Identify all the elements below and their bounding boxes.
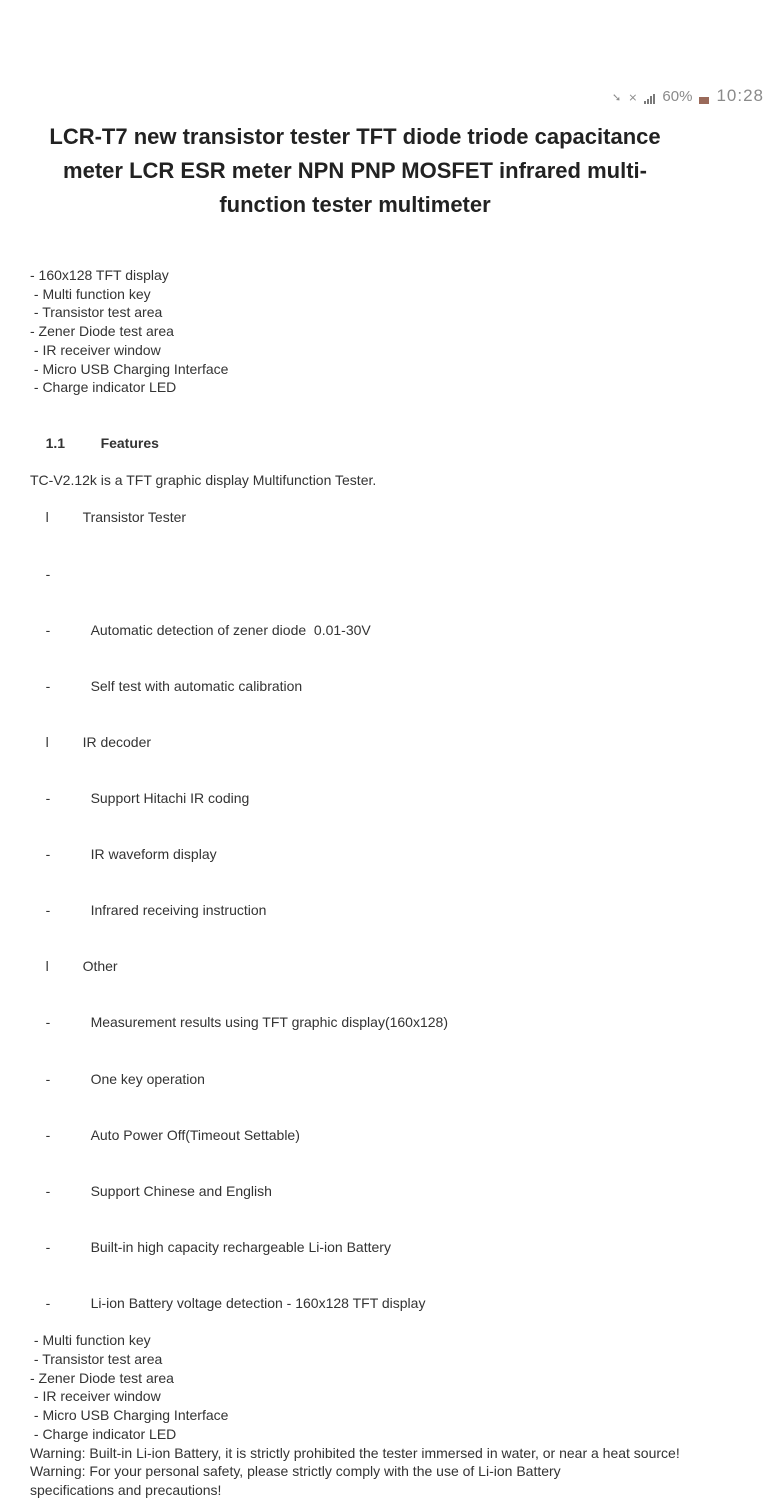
dash-marker: - xyxy=(45,565,51,582)
dash-marker: - xyxy=(45,1294,51,1311)
list-item: - Zener Diode test area xyxy=(30,1369,174,1386)
list-item: - Transistor test area xyxy=(30,1351,163,1368)
feature-group-title xyxy=(30,939,720,995)
battery-percent: 60% xyxy=(662,88,693,105)
document-body xyxy=(30,266,720,1500)
feature-item-text: IR waveform display xyxy=(90,846,217,863)
dash-marker: - xyxy=(45,1126,51,1143)
rotate-icon: ➘ xyxy=(611,92,622,104)
list-item: - Multi function key xyxy=(30,1332,151,1349)
feature-item xyxy=(30,826,720,882)
dash-marker: - xyxy=(45,1238,51,1255)
feature-item xyxy=(30,658,720,714)
dash-marker: - xyxy=(45,846,51,863)
warning-text: Warning: Built-in Li-ion Battery, it is strictly prohibited the tester immersed in water, or near a heat source! xyxy=(30,1444,680,1461)
feature-item-text: Auto Power Off(Timeout Settable) xyxy=(90,1126,300,1143)
feature-item-text: Self test with automatic calibration xyxy=(90,677,303,694)
group-marker: l xyxy=(45,733,49,750)
warning-text: Warning: For your personal safety, please strictly comply with the use of Li-ion Battery specifications and precautions! xyxy=(30,1463,561,1498)
mute-icon: ⨯ xyxy=(628,92,638,104)
feature-item-text: Support Chinese and English xyxy=(90,1182,272,1199)
section-title: Features xyxy=(100,434,159,451)
status-bar xyxy=(564,86,764,108)
battery-icon xyxy=(699,97,709,104)
dash-marker: - xyxy=(45,902,51,919)
list-item: - Transistor test area xyxy=(30,304,163,321)
feature-item-text: Infrared receiving instruction xyxy=(90,902,267,919)
feature-item xyxy=(30,1219,720,1275)
intro-list xyxy=(30,266,720,397)
signal-icon xyxy=(644,94,655,104)
list-item: - Micro USB Charging Interface xyxy=(30,360,229,377)
feature-item xyxy=(30,1051,720,1107)
dash-marker: - xyxy=(45,1182,51,1199)
dash-marker: - xyxy=(45,789,51,806)
feature-item-text: One key operation xyxy=(90,1070,205,1087)
list-item: - Charge indicator LED xyxy=(30,379,177,396)
feature-item xyxy=(30,1163,720,1219)
dash-marker: - xyxy=(45,621,51,638)
list-item: - Micro USB Charging Interface xyxy=(30,1407,229,1424)
document-title: LCR-T7 new transistor tester TFT diode triode capacitance meter LCR ESR meter NPN PNP MOSFET infrared multi-function tester multimeter xyxy=(49,124,661,217)
feature-item-text: Li-ion Battery voltage detection - 160x128 TFT display xyxy=(90,1294,426,1311)
section-number: 1.1 xyxy=(45,434,66,451)
feature-item xyxy=(30,1107,720,1163)
clock: 10:28 xyxy=(716,86,764,105)
feature-item-text: Built-in high capacity rechargeable Li-ion Battery xyxy=(90,1238,391,1255)
group-marker: l xyxy=(45,509,49,526)
dash-marker: - xyxy=(45,1070,51,1087)
feature-item xyxy=(30,602,720,658)
feature-item xyxy=(30,770,720,826)
list-item: - IR receiver window xyxy=(30,1388,161,1405)
feature-item xyxy=(30,883,720,939)
feature-item-text: Support Hitachi IR coding xyxy=(90,789,250,806)
feature-item-text: Automatic detection of zener diode 0.01-30V xyxy=(90,621,371,638)
group-title: IR decoder xyxy=(82,733,152,750)
group-title: Transistor Tester xyxy=(82,509,187,526)
features-summary: TC-V2.12k is a TFT graphic display Multifunction Tester. xyxy=(30,472,377,489)
list-item: - Zener Diode test area xyxy=(30,323,174,340)
feature-item xyxy=(30,1275,720,1331)
section-heading xyxy=(30,415,720,471)
list-item: - 160x128 TFT display xyxy=(30,267,169,283)
feature-group-title xyxy=(30,490,720,546)
list-item: - Charge indicator LED xyxy=(30,1425,177,1442)
group-title: Other xyxy=(82,958,118,975)
outro-list xyxy=(30,1331,720,1443)
feature-item xyxy=(30,546,720,602)
list-item: - Multi function key xyxy=(30,285,151,302)
feature-group-title xyxy=(30,714,720,770)
list-item: - IR receiver window xyxy=(30,341,161,358)
group-marker: l xyxy=(45,958,49,975)
dash-marker: - xyxy=(45,677,51,694)
feature-item xyxy=(30,995,720,1051)
feature-item-text: Measurement results using TFT graphic display(160x128) xyxy=(90,1014,448,1031)
dash-marker: - xyxy=(45,1014,51,1031)
